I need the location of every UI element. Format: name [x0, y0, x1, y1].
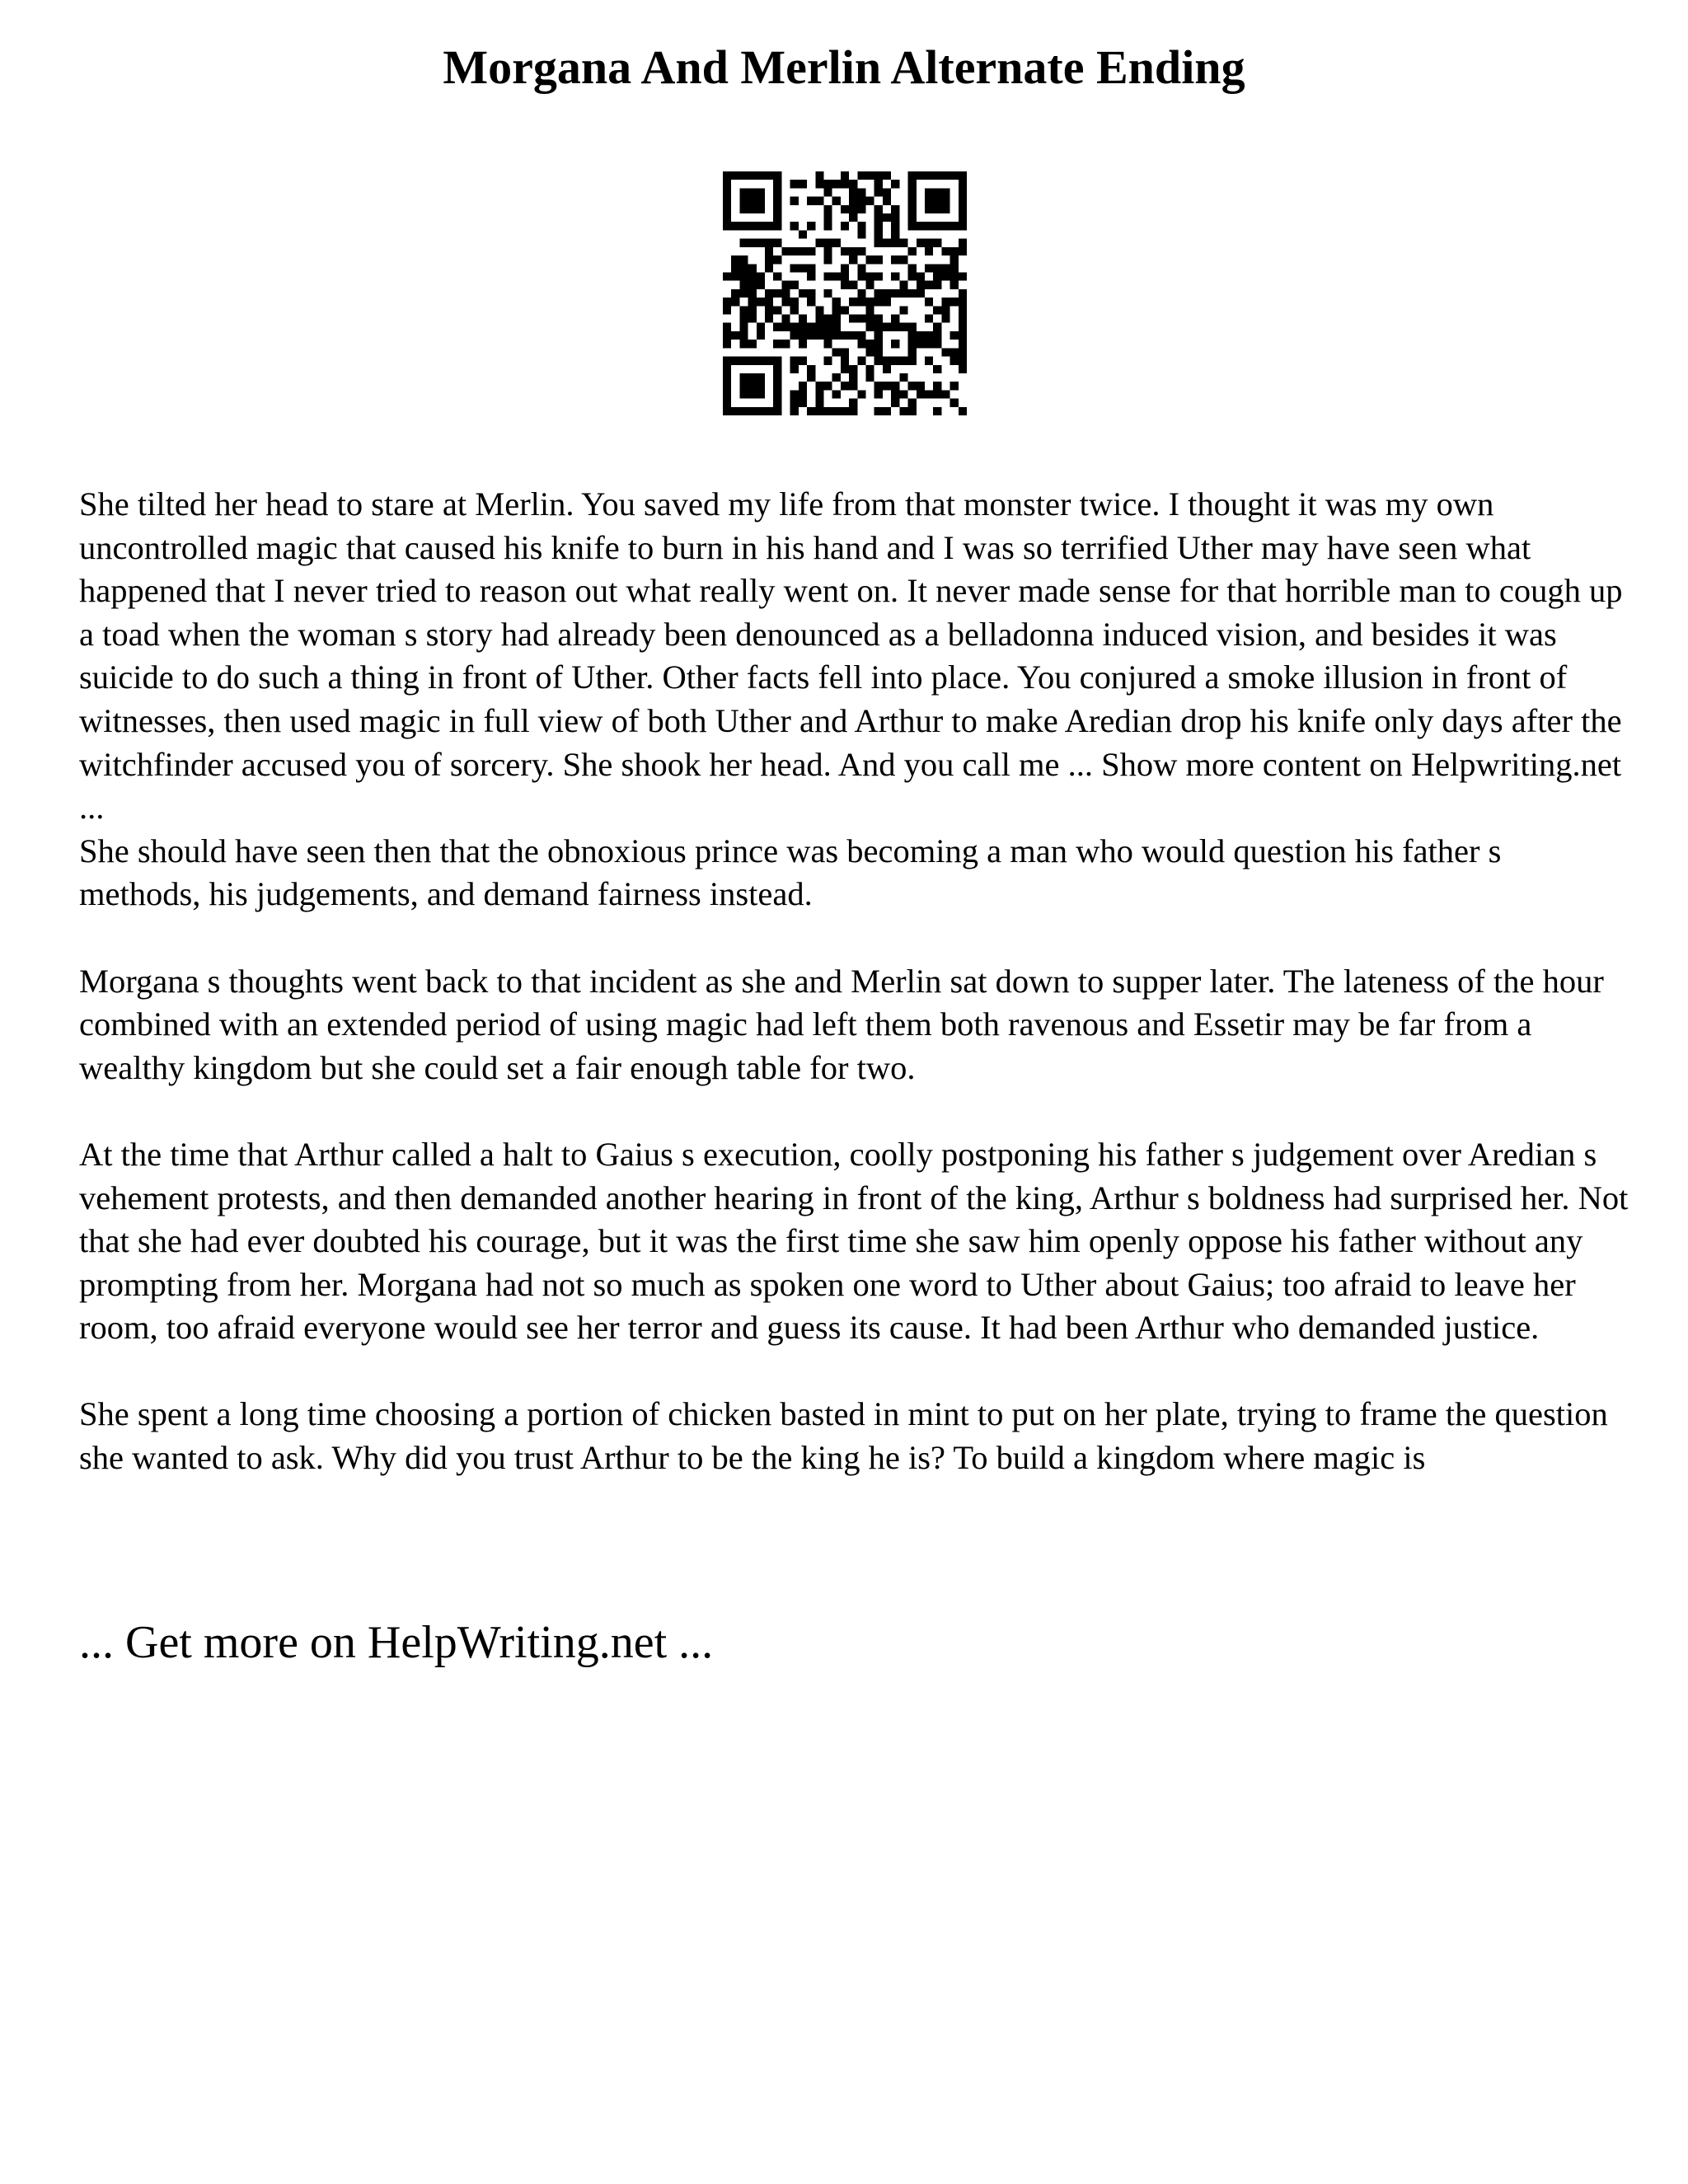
paragraph-1: She tilted her head to stare at Merlin. You saved my life from that monster twice. I thought it was my own uncontrolled magic that caused his knife to burn in his hand and I was so terrified Uther may have seen what happened that I never tried to reason out what really went on. It never made sense for that horrible man to cough up a toad when the woman s story had already been denounced as a belladonna induced vision, and besides it was suicide to do such a thing in front of Uther. Other facts fell into place. You conjured a smoke illusion in front of witnesses, then used magic in full view of both Uther and Arthur to make Aredian drop his knife only days after the witchfinder accused you of sorcery. She shook her head. And you call me ... Show more content on Helpwriting.net ... [79, 485, 1623, 827]
get-more-link[interactable]: ... Get more on HelpWriting.net ... [79, 1617, 714, 1668]
article-body [79, 483, 1629, 1480]
paragraph-2: She should have seen then that the obnoxious prince was becoming a man who would question his father s methods, his judgements, and demand fairness instead. [79, 832, 1502, 913]
paragraph-3: Morgana s thoughts went back to that incident as she and Merlin sat down to supper later. The lateness of the hour combined with an extended period of using magic had left them both ravenous and Essetir may be far from a wealthy kingdom but she could set a fair enough table for two. [79, 962, 1604, 1086]
paragraph-5: She spent a long time choosing a portion of chicken basted in mint to put on her plate, trying to frame the question she wanted to ask. Why did you trust Arthur to be the king he is? To build a kingdom where magic is [79, 1395, 1608, 1477]
qr-code-icon[interactable] [723, 171, 967, 415]
paragraph-4: At the time that Arthur called a halt to Gaius s execution, coolly postponing his father s judgement over Aredian s vehement protests, and then demanded another hearing in front of the king, Arthur s boldness had surprised her. Not that she had ever doubted his courage, but it was the first time she saw him openly oppose his father without any prompting from her. Morgana had not so much as spoken one word to Uther about Gaius; too afraid to leave her room, too afraid everyone would see her terror and guess its cause. It had been Arthur who demanded justice. [79, 1135, 1629, 1347]
document-title: Morgana And Merlin Alternate Ending [443, 40, 1245, 94]
